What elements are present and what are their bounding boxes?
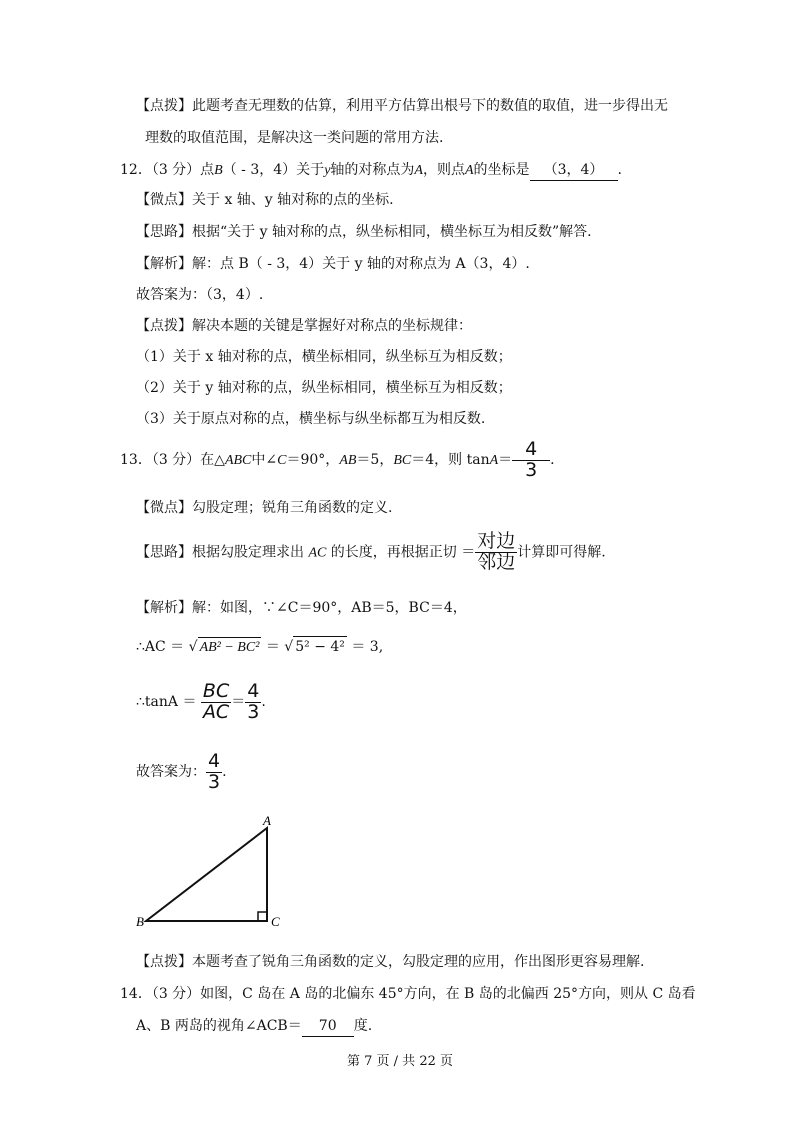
weidian-13: 【微点】勾股定理；锐角三角函数的定义. (136, 500, 393, 516)
vertex-a-label: A (263, 813, 271, 828)
bc-over-ac-fraction: $\frac{BC}{AC}$ (202, 679, 230, 723)
page-footer: 第 7 页 / 共 22 页 (347, 1054, 453, 1069)
question-12: 12．（3 分）点B（ - 3，4）关于y轴的对称点为A，则点A的坐标是 （3，4） . (120, 160, 622, 181)
answer-line-12: 故答案为：（3，4）. (136, 287, 264, 303)
rule-2: （2）关于 y 轴对称的点，纵坐标相同，横坐标互为相反数； (136, 380, 512, 396)
dianbo-11-line1: 【点拨】此题考查无理数的估算，利用平方估算出根号下的数值的取值，进一步得出无 (136, 98, 668, 114)
vertex-b-label: B (136, 914, 144, 929)
calc-ac: ∴AC ＝ √ AB² − BC² ＝ √ 5² − 4² ＝ 3, (136, 636, 383, 658)
answer-12: （3，4） (530, 160, 618, 181)
answer-14: 70 (302, 1016, 354, 1037)
question-14-line1: 14．（3 分）如图，C 岛在 A 岛的北偏东 45°方向，在 B 岛的北偏西 25°方向，则从 C 岛看 (120, 986, 696, 1002)
right-triangle-figure (132, 808, 302, 938)
weidian-12: 【微点】关于 x 轴、y 轴对称的点的坐标. (136, 192, 394, 208)
dianbo-12: 【点拨】解决本题的关键是掌握好对称点的坐标规律： (136, 318, 472, 334)
jiexi-13: 【解析】解：如图，∵∠C＝90°，AB＝5，BC＝4， (136, 600, 467, 616)
silu-13: 【思路】根据勾股定理求出 AC 的长度，再根据正切 ＝ $\frac{\text{对边}}{\text{邻边}}$ 计算即可得解. (136, 530, 606, 573)
silu-12: 【思路】根据“关于 y 轴对称的点，纵坐标相同，横坐标互为相反数”解答. (136, 224, 592, 240)
rule-3: （3）关于原点对称的点，横坐标与纵坐标都互为相反数. (136, 411, 486, 427)
question-14-line2: A、B 两岛的视角∠ACB＝ 70 度. (136, 1016, 372, 1037)
vertex-c-label: C (271, 914, 280, 929)
question-13: 13．（3 分）在△ABC中∠C＝90°，AB＝5，BC＝4，则 tanA＝ $\frac{4}{3}$ . (120, 437, 555, 481)
rule-1: （1）关于 x 轴对称的点，横坐标相同，纵坐标互为相反数； (136, 349, 512, 365)
tangent-definition-fraction: $\frac{\text{对边}}{\text{邻边}}$ (477, 530, 516, 573)
answer-13-fraction: $\frac{4}{3}$ (512, 440, 550, 481)
answer-13-final-fraction: $\frac{4}{3}$ (208, 749, 221, 793)
jiexi-12: 【解析】解：点 B（ - 3，4）关于 y 轴的对称点为 A（3，4）. (136, 256, 530, 272)
four-thirds-fraction: $\frac{4}{3}$ (247, 679, 260, 723)
calc-tan: ∴tanA ＝ $\frac{BC}{AC}$ ＝ $\frac{4}{3}$ . (136, 679, 266, 723)
dianbo-13: 【点拨】本题考查了锐角三角函数的定义，勾股定理的应用，作出图形更容易理解. (136, 954, 645, 970)
dianbo-11-line2: 理数的取值范围，是解决这一类问题的常用方法. (145, 130, 444, 146)
answer-line-13: 故答案为： $\frac{4}{3}$ . (136, 749, 227, 793)
